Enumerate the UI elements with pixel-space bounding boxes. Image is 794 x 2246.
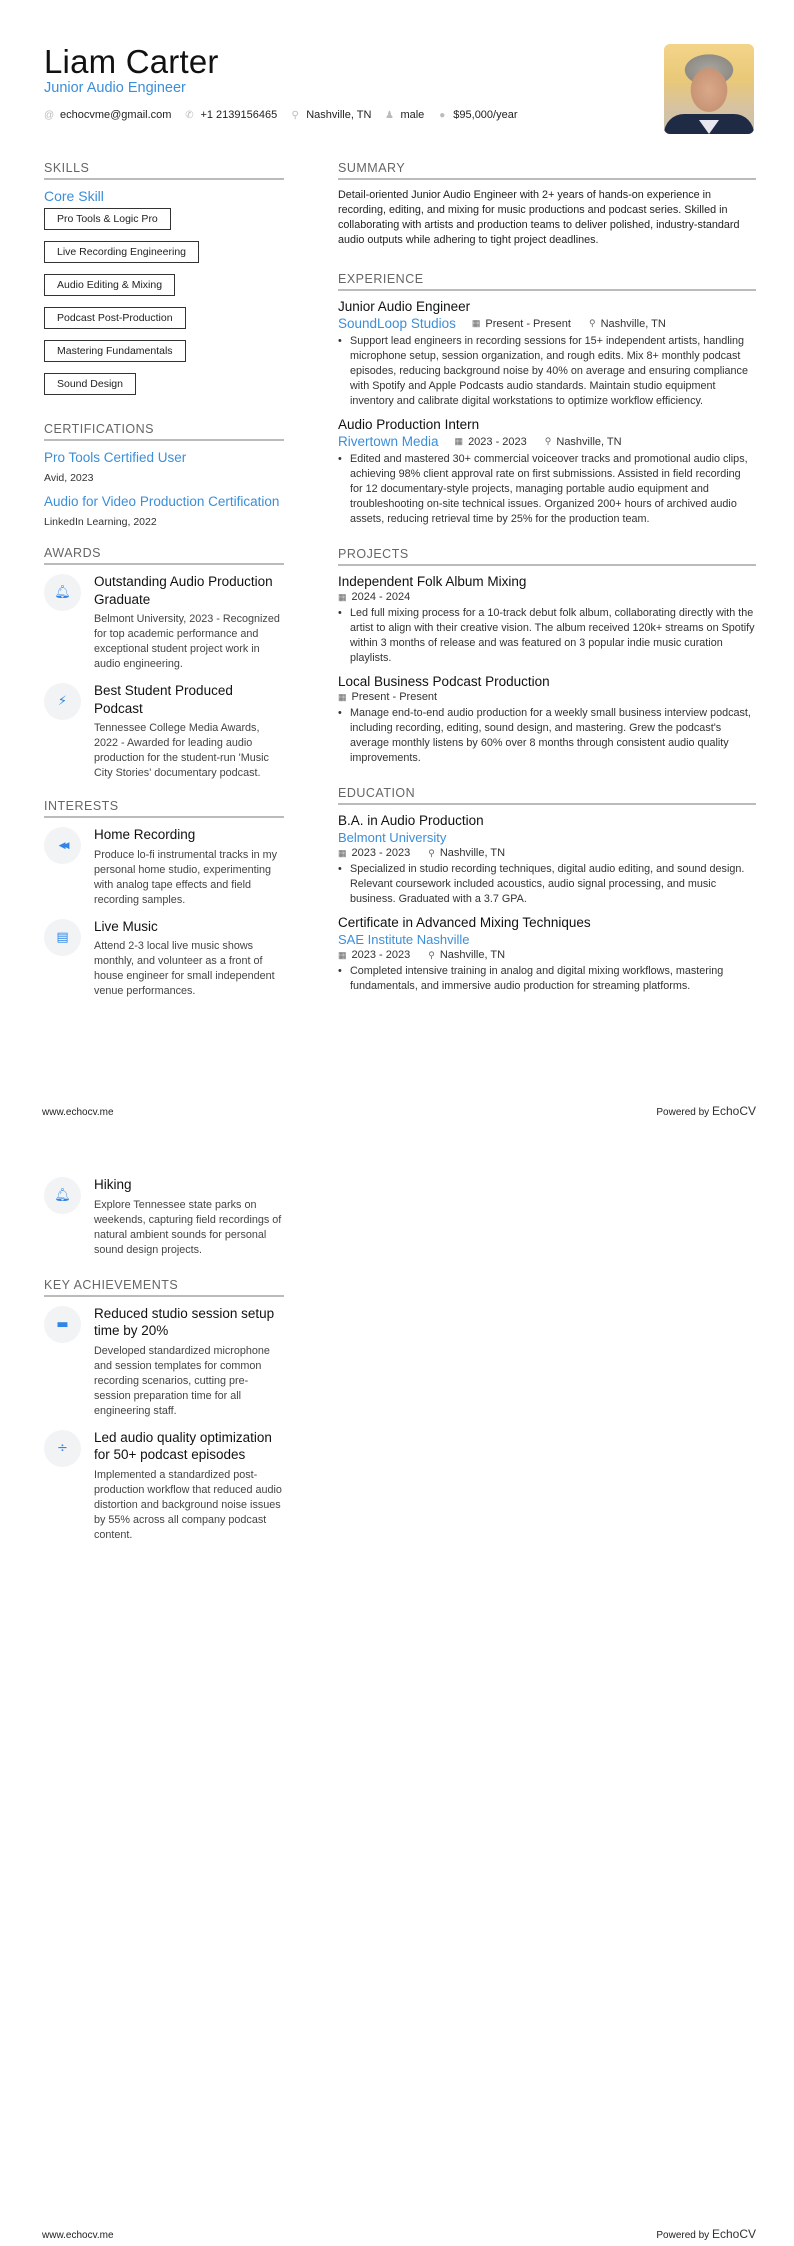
interest-desc: Attend 2-3 local live music shows monthly, and volunteer as a front of house engineer for small independent venue performances. [94,940,275,997]
interest-item [44,918,284,1000]
cert-name: Pro Tools Certified User [44,450,187,465]
award-item [44,573,284,672]
section-title-education: EDUCATION [338,786,756,805]
job-meta [338,434,756,449]
interest-title: Live Music [94,918,158,934]
education-description: • Specialized in studio recording techniques, digital audio editing, and sound design. Relevant coursework included acoustics, audio signal processing, and music business. Graduated with a 3.7 GPA. [338,862,756,907]
gender-value: male [400,109,425,121]
skill-tag: Sound Design [44,373,136,395]
location-pin-icon: ⚲ [428,847,435,858]
education-dates [338,949,410,961]
contact-gender [384,109,424,121]
salary-icon: ● [439,109,446,121]
bell-icon [44,574,81,611]
dates-value: 2024 - 2024 [351,591,411,603]
rewind-glyph: ◀◀ [58,840,67,851]
achievement-item [44,1429,284,1543]
interest-title: Home Recording [94,827,196,842]
bell-icon [44,1177,81,1214]
calendar-icon: ▦ [471,318,481,328]
dates-value: 2023 - 2023 [351,847,411,859]
contact-location [290,109,371,121]
skill-group-title: Core Skill [44,188,104,204]
achievement-title: Led audio quality optimization for 50+ podcast episodes [94,1429,272,1462]
awards-section [44,546,284,781]
job-dates [472,318,571,330]
education-description: • Completed intensive training in analog and digital mixing workflows, mastering fundamentals, and immersive audio production for streaming platforms. [338,964,756,994]
education-dates [338,847,410,859]
project-meta [338,591,756,603]
project-description: • Led full mixing process for a 10-track debut folk album, collaborating directly with the artist to align with their creative vision. The album received 120k+ streams on Spotify within 3 months of release and was featured on 3 popular indie music curation playlists. [338,606,756,666]
education-entry [338,915,756,994]
cert-issuer: LinkedIn Learning, 2022 [44,516,157,528]
company-name: SoundLoop Studios [338,316,456,331]
project-name: Independent Folk Album Mixing [338,574,527,589]
education-section [338,786,756,994]
bell-glyph: 🔔︎ [54,1188,71,1203]
education-entry [338,813,756,907]
education-location [428,949,505,961]
section-title-certifications: CERTIFICATIONS [44,422,284,441]
salary-value: $95,000/year [453,109,518,121]
phone-icon: ✆ [185,109,194,121]
location-pin-icon: ⚲ [544,436,552,446]
achievements-section [44,1278,284,1543]
section-title-skills: SKILLS [44,161,284,180]
resume-page-2 [0,1123,794,2246]
cert-issuer: Avid, 2023 [44,472,94,484]
degree-name: Certificate in Advanced Mixing Techniques [338,915,591,930]
job-meta [338,316,756,331]
project-dates [338,591,410,603]
person-icon: ♟ [384,109,394,121]
dates-value: Present - Present [485,317,571,330]
job-dates [455,436,527,448]
education-location [428,847,505,859]
archive-icon [44,1306,81,1343]
project-meta [338,691,756,703]
location-value: Nashville, TN [600,317,666,330]
degree-name: B.A. in Audio Production [338,813,484,828]
location-value: Nashville, TN [306,109,372,121]
job-location [545,436,622,448]
project-entry [338,574,756,666]
bell-glyph: 🔔︎ [54,585,71,600]
experience-section [338,272,756,527]
job-location [589,318,666,330]
achievement-title: Reduced studio session setup time by 20% [94,1305,275,1338]
experience-entry [338,417,756,527]
powered-prefix: Powered by [656,1107,712,1118]
section-title-projects: PROJECTS [338,547,756,566]
candidate-name: Liam Carter [44,43,219,80]
footer-site-link[interactable]: www.echocv.me [42,2230,114,2241]
skill-tag: Audio Editing & Mixing [44,274,175,296]
project-name: Local Business Podcast Production [338,674,550,689]
divide-icon [44,1430,81,1467]
school-name: Belmont University [338,830,447,845]
dates-value: Present - Present [351,691,438,703]
projects-section [338,547,756,766]
dates-value: 2023 - 2023 [351,949,411,961]
section-title-experience: EXPERIENCE [338,272,756,291]
award-title: Best Student Produced Podcast [94,683,233,716]
award-desc: Tennessee College Media Awards, 2022 - Awarded for leading audio production for the student-run 'Music City Stories' documentary podcast. [94,722,269,779]
achievement-desc: Developed standardized microphone and session templates for common recording scenarios, cutting pre-session preparation time for all engineering staff. [94,1344,270,1417]
section-title-summary: SUMMARY [338,161,756,180]
achievement-desc: Implemented a standardized post-production workflow that reduced audio distortion and background noise issues by 55% across all company podcast content. [94,1468,282,1541]
summary-text: Detail-oriented Junior Audio Engineer with 2+ years of hands-on experience in recording, editing, and mixing for music productions and podcast series. Skilled in collaborating with artists and production teams to deliver polished, industry-standard audio outputs while adhering to tight project deadlines. [338,189,740,246]
certifications-section [44,422,284,528]
powered-prefix: Powered by [656,2230,712,2241]
company-name: Rivertown Media [338,434,439,449]
interest-item [44,1176,284,1258]
job-description: • Edited and mastered 30+ commercial voiceover tracks and promotional audio clips, achieving 98% client approval rate on first submissions. Assisted in field recording for 12 documentary-style projects, managing portable audio equipment and troubleshooting on-site technical issues. Organized 200+ hours of archived audio assets, reducing retrieval time by 25% for the production team. [338,452,756,527]
contact-salary [437,109,517,121]
location-pin-icon: ⚲ [291,109,299,121]
contact-phone [184,109,277,121]
calendar-icon: ▦ [338,691,347,702]
skill-tag: Mastering Fundamentals [44,340,186,362]
job-role: Audio Production Intern [338,417,480,432]
project-entry [338,674,756,766]
section-title-awards: AWARDS [44,546,284,565]
interest-desc: Produce lo-fi instrumental tracks in my personal home studio, experimenting with analog tape effects and field recording samples. [94,848,278,906]
interest-item [44,826,284,908]
lightning-glyph: ⚡︎ [57,694,68,709]
award-desc: Belmont University, 2023 - Recognized for top academic performance and exceptional student project work in audio engineering. [94,613,280,670]
divide-glyph: ÷ [57,1440,68,1456]
skills-section [44,161,284,406]
skill-tag: Pro Tools & Logic Pro [44,208,171,230]
page-footer [42,2227,756,2241]
section-title-interests: INTERESTS [44,799,284,818]
education-meta [338,949,756,961]
summary-section [338,161,756,248]
job-role: Junior Audio Engineer [338,299,471,314]
brand-logo[interactable]: EchoCV [711,1104,756,1118]
phone-value: +1 2139156465 [200,109,278,121]
right-column [338,161,756,1002]
page-footer [42,1104,756,1118]
rewind-icon [44,827,81,864]
calendar-icon: ▦ [338,847,347,858]
location-value: Nashville, TN [439,847,506,859]
calendar-icon: ▦ [454,436,464,446]
project-dates [338,691,437,703]
award-title: Outstanding Audio Production Graduate [94,574,273,607]
left-column [44,1176,284,1553]
calendar-icon: ▦ [338,591,347,602]
email-value: echocvme@gmail.com [60,109,172,121]
interest-desc: Explore Tennessee state parks on weekends, capturing field recordings of natural ambient sounds for personal sound design projects. [94,1198,282,1256]
experience-entry [338,299,756,409]
location-pin-icon: ⚲ [588,318,596,328]
section-title-achievements: KEY ACHIEVEMENTS [44,1278,284,1297]
award-item [44,682,284,781]
project-description: • Manage end-to-end audio production for a weekly small business interview podcast, including recording, editing, sound design, and mastering. Grew the podcast's average monthly listens by 60% over 8 months through consistent audio quality improvements. [338,706,756,766]
education-meta [338,847,756,859]
skills-list [44,208,284,406]
brand-logo[interactable]: EchoCV [711,2227,756,2241]
lightning-icon [44,683,81,720]
file-glyph: ▤ [56,929,69,945]
profile-photo [664,44,754,134]
file-check-icon [44,919,81,956]
contact-email [44,109,171,121]
contact-bar [44,109,531,121]
footer-powered-by [656,1104,756,1118]
skill-tag: Podcast Post-Production [44,307,186,329]
job-description: • Support lead engineers in recording sessions for 15+ independent artists, handling microphone setup, session organization, and rough edits. Mix 8+ monthly podcast episodes, reducing background noise by 40% on average and ensuring compliance with Spotify and Apple Podcasts audio standards. Maintain studio equipment inventory and calibrate digital workstations to optimize workflow efficiency. [338,334,756,409]
at-icon: @ [44,109,55,121]
calendar-icon: ▦ [338,949,347,960]
candidate-title: Junior Audio Engineer [44,80,186,96]
footer-site-link[interactable]: www.echocv.me [42,1107,114,1118]
school-name: SAE Institute Nashville [338,932,470,947]
interests-section [44,799,284,999]
left-column [44,161,284,1009]
achievement-item [44,1305,284,1419]
skill-tag: Live Recording Engineering [44,241,199,263]
location-value: Nashville, TN [556,435,622,448]
location-pin-icon: ⚲ [428,949,435,960]
dates-value: 2023 - 2023 [468,435,527,448]
interest-title: Hiking [94,1177,132,1192]
archive-glyph: ▬ [56,1316,69,1332]
footer-powered-by [656,2227,756,2241]
cert-name: Audio for Video Production Certification [44,494,280,509]
location-value: Nashville, TN [439,949,506,961]
